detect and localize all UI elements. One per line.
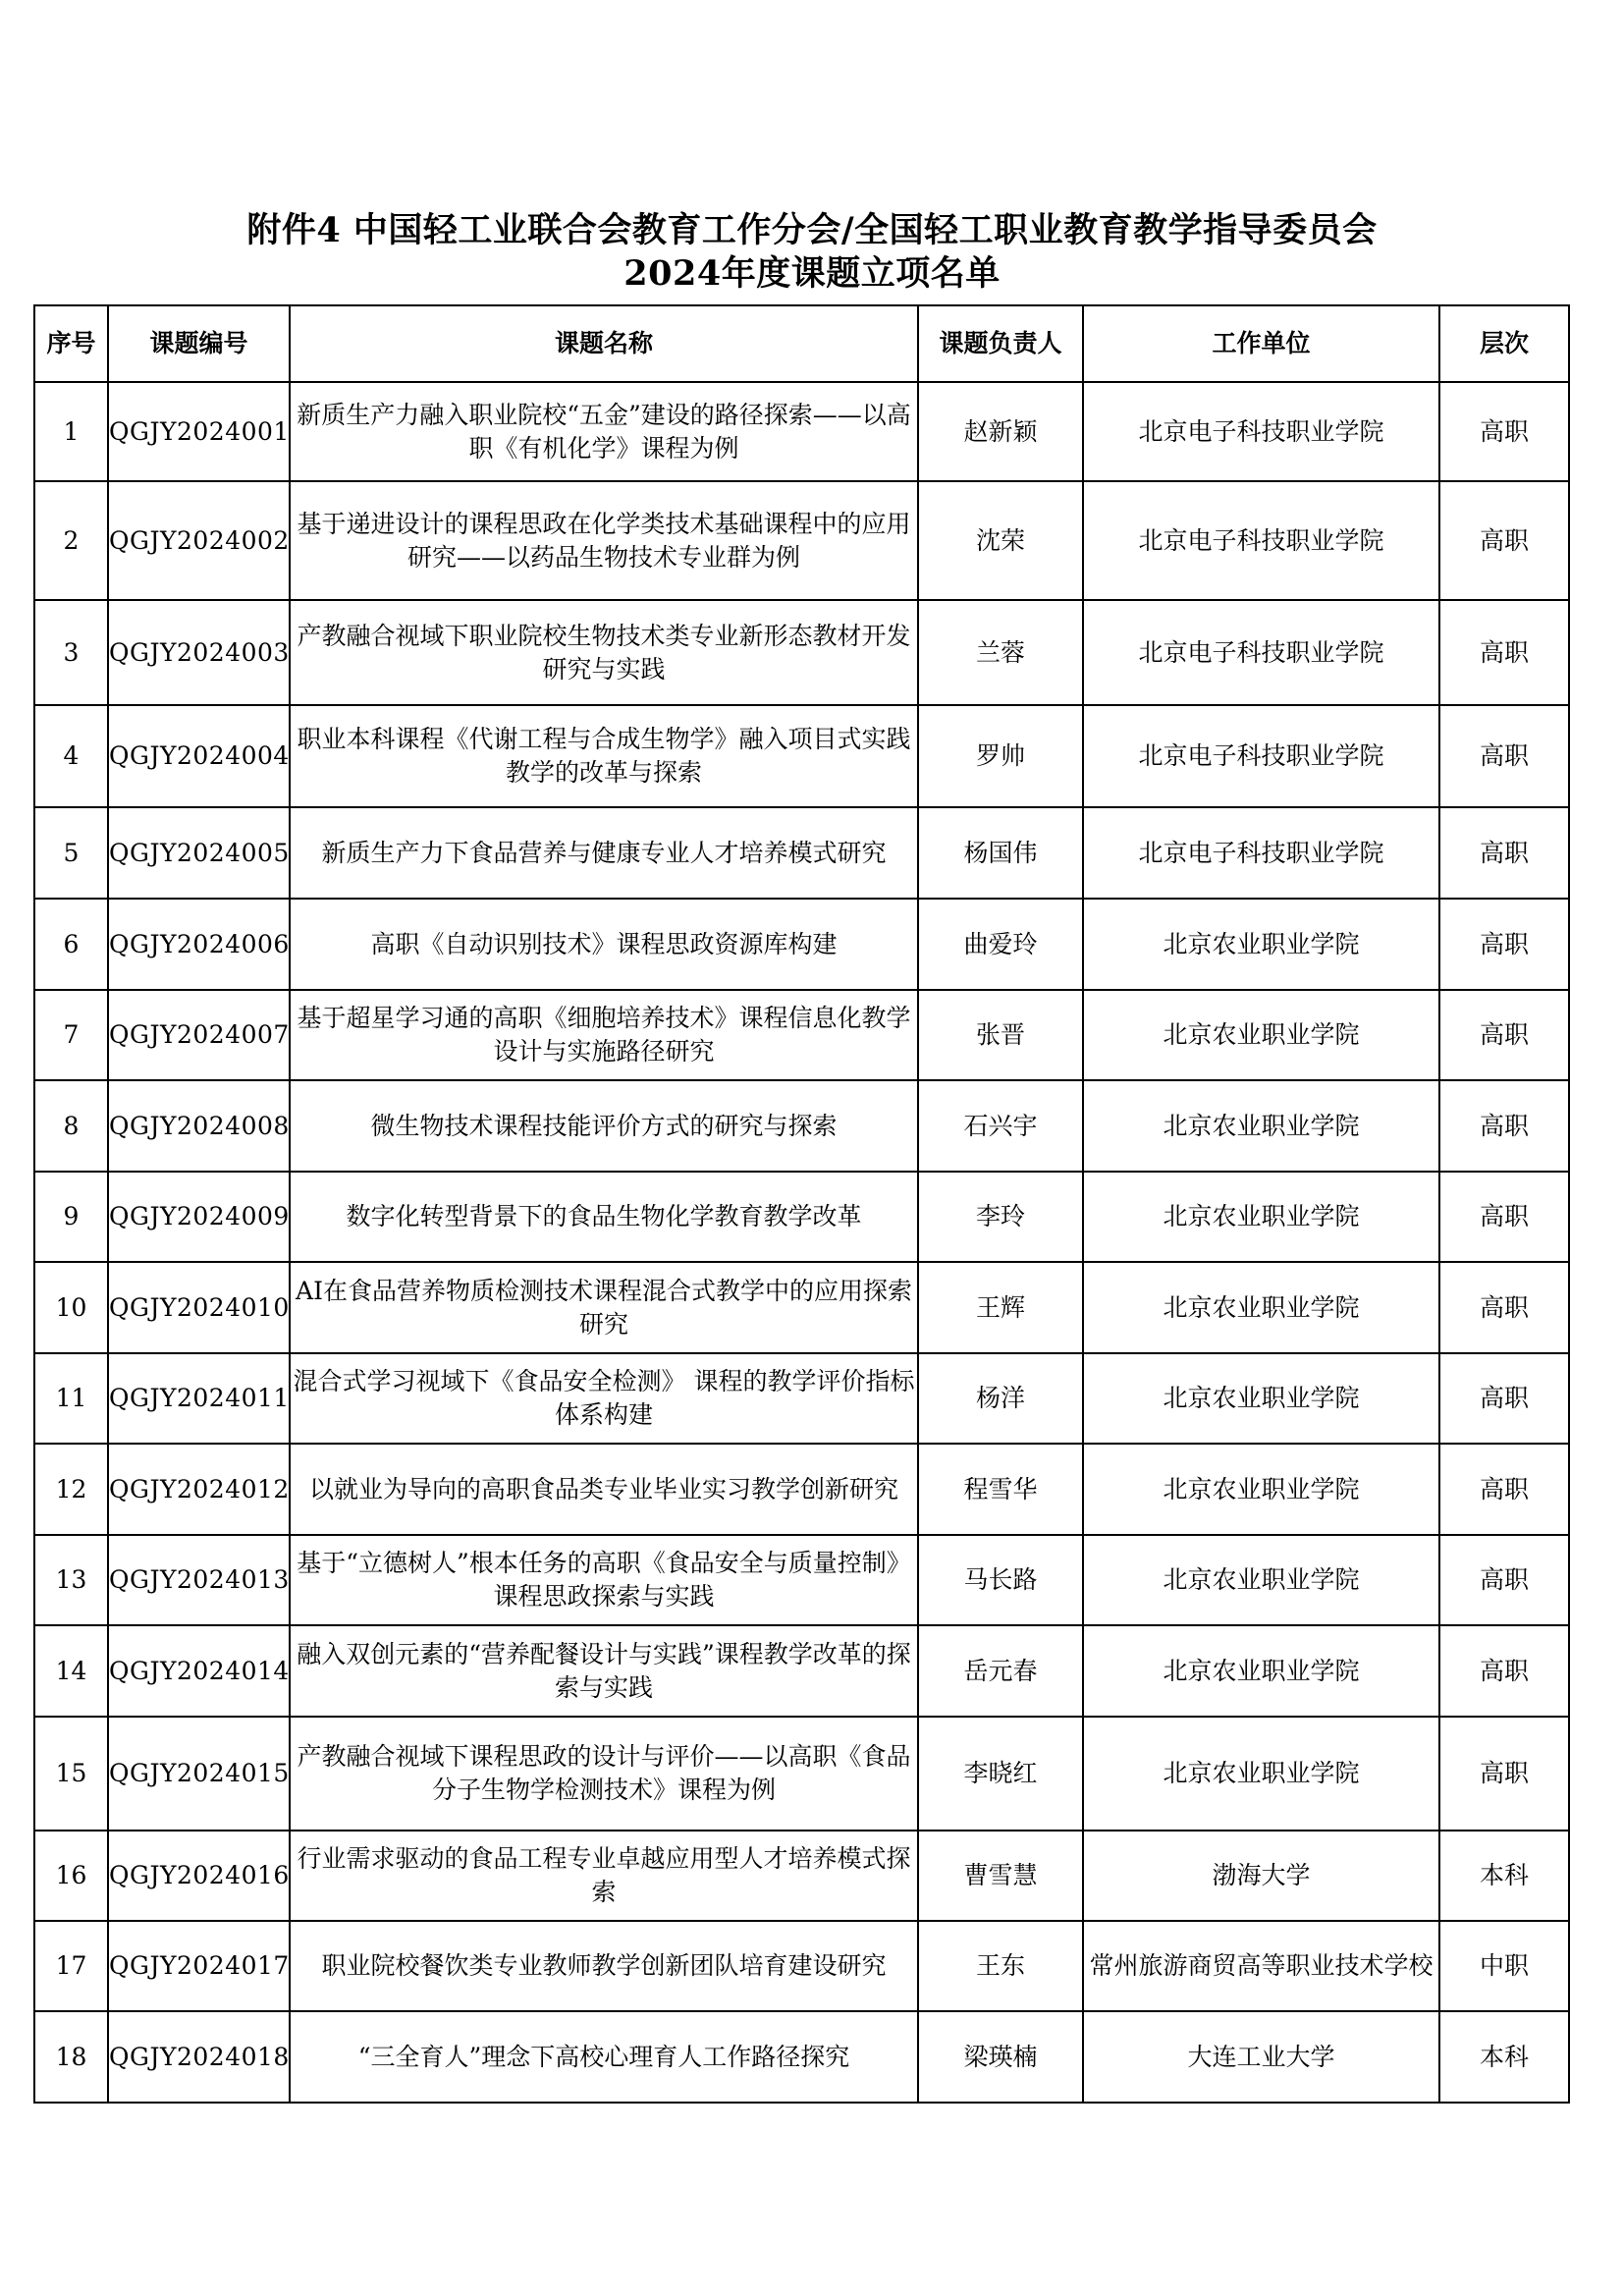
cell-code: QGJY2024003 bbox=[108, 600, 290, 705]
cell-level: 高职 bbox=[1439, 705, 1569, 807]
cell-level: 高职 bbox=[1439, 1262, 1569, 1353]
table-row bbox=[34, 2011, 1569, 2103]
cell-leader: 罗帅 bbox=[918, 705, 1083, 807]
cell-leader: 曲爱玲 bbox=[918, 899, 1083, 990]
cell-seq: 13 bbox=[34, 1535, 108, 1625]
cell-leader: 马长路 bbox=[918, 1535, 1083, 1625]
table-row bbox=[34, 1444, 1569, 1535]
cell-code: QGJY2024002 bbox=[108, 481, 290, 600]
cell-level: 高职 bbox=[1439, 481, 1569, 600]
table-row bbox=[34, 1625, 1569, 1717]
cell-code: QGJY2024001 bbox=[108, 382, 290, 481]
table-row bbox=[34, 1262, 1569, 1353]
table-row bbox=[34, 1353, 1569, 1444]
cell-unit: 北京农业职业学院 bbox=[1083, 1535, 1439, 1625]
cell-seq: 1 bbox=[34, 382, 108, 481]
table-row bbox=[34, 382, 1569, 481]
cell-level: 高职 bbox=[1439, 382, 1569, 481]
table-row bbox=[34, 705, 1569, 807]
cell-level: 本科 bbox=[1439, 1831, 1569, 1921]
table-row bbox=[34, 899, 1569, 990]
cell-title: 新质生产力融入职业院校“五金”建设的路径探索——以高职《有机化学》课程为例 bbox=[290, 382, 918, 481]
cell-seq: 3 bbox=[34, 600, 108, 705]
table-row bbox=[34, 1535, 1569, 1625]
cell-unit: 北京农业职业学院 bbox=[1083, 899, 1439, 990]
cell-seq: 9 bbox=[34, 1172, 108, 1262]
cell-unit: 北京农业职业学院 bbox=[1083, 990, 1439, 1080]
cell-title: 职业本科课程《代谢工程与合成生物学》融入项目式实践教学的改革与探索 bbox=[290, 705, 918, 807]
cell-seq: 8 bbox=[34, 1080, 108, 1172]
cell-seq: 11 bbox=[34, 1353, 108, 1444]
cell-leader: 李晓红 bbox=[918, 1717, 1083, 1831]
cell-seq: 4 bbox=[34, 705, 108, 807]
cell-level: 高职 bbox=[1439, 807, 1569, 899]
header-unit: 工作单位 bbox=[1083, 305, 1439, 382]
cell-unit: 北京农业职业学院 bbox=[1083, 1353, 1439, 1444]
cell-seq: 14 bbox=[34, 1625, 108, 1717]
cell-leader: 杨洋 bbox=[918, 1353, 1083, 1444]
cell-leader: 石兴宇 bbox=[918, 1080, 1083, 1172]
cell-code: QGJY2024015 bbox=[108, 1717, 290, 1831]
cell-seq: 7 bbox=[34, 990, 108, 1080]
cell-title: 微生物技术课程技能评价方式的研究与探索 bbox=[290, 1080, 918, 1172]
cell-unit: 北京农业职业学院 bbox=[1083, 1444, 1439, 1535]
cell-unit: 北京农业职业学院 bbox=[1083, 1717, 1439, 1831]
cell-seq: 5 bbox=[34, 807, 108, 899]
cell-unit: 大连工业大学 bbox=[1083, 2011, 1439, 2103]
cell-code: QGJY2024014 bbox=[108, 1625, 290, 1717]
cell-leader: 岳元春 bbox=[918, 1625, 1083, 1717]
cell-level: 高职 bbox=[1439, 1717, 1569, 1831]
header-level: 层次 bbox=[1439, 305, 1569, 382]
cell-unit: 北京农业职业学院 bbox=[1083, 1625, 1439, 1717]
cell-title: 基于递进设计的课程思政在化学类技术基础课程中的应用研究——以药品生物技术专业群为例 bbox=[290, 481, 918, 600]
cell-seq: 10 bbox=[34, 1262, 108, 1353]
cell-seq: 18 bbox=[34, 2011, 108, 2103]
cell-leader: 王辉 bbox=[918, 1262, 1083, 1353]
cell-leader: 张晋 bbox=[918, 990, 1083, 1080]
header-code: 课题编号 bbox=[108, 305, 290, 382]
cell-code: QGJY2024012 bbox=[108, 1444, 290, 1535]
cell-leader: 程雪华 bbox=[918, 1444, 1083, 1535]
cell-code: QGJY2024006 bbox=[108, 899, 290, 990]
cell-title: 以就业为导向的高职食品类专业毕业实习教学创新研究 bbox=[290, 1444, 918, 1535]
table-row bbox=[34, 1921, 1569, 2011]
cell-title: 基于“立德树人”根本任务的高职《食品安全与质量控制》课程思政探索与实践 bbox=[290, 1535, 918, 1625]
cell-level: 高职 bbox=[1439, 1625, 1569, 1717]
table-row bbox=[34, 1080, 1569, 1172]
cell-leader: 沈荣 bbox=[918, 481, 1083, 600]
cell-code: QGJY2024008 bbox=[108, 1080, 290, 1172]
cell-title: 融入双创元素的“营养配餐设计与实践”课程教学改革的探索与实践 bbox=[290, 1625, 918, 1717]
cell-title: 新质生产力下食品营养与健康专业人才培养模式研究 bbox=[290, 807, 918, 899]
cell-level: 高职 bbox=[1439, 1535, 1569, 1625]
cell-seq: 12 bbox=[34, 1444, 108, 1535]
table-row bbox=[34, 600, 1569, 705]
cell-seq: 16 bbox=[34, 1831, 108, 1921]
cell-unit: 常州旅游商贸高等职业技术学校 bbox=[1083, 1921, 1439, 2011]
cell-leader: 李玲 bbox=[918, 1172, 1083, 1262]
header-title: 课题名称 bbox=[290, 305, 918, 382]
cell-leader: 曹雪慧 bbox=[918, 1831, 1083, 1921]
document-title-line-1: 附件4 中国轻工业联合会教育工作分会/全国轻工职业教育教学指导委员会 bbox=[246, 210, 1378, 250]
cell-unit: 北京电子科技职业学院 bbox=[1083, 600, 1439, 705]
cell-level: 中职 bbox=[1439, 1921, 1569, 2011]
cell-code: QGJY2024005 bbox=[108, 807, 290, 899]
table-header-row bbox=[34, 305, 1569, 382]
cell-level: 本科 bbox=[1439, 2011, 1569, 2103]
cell-level: 高职 bbox=[1439, 1353, 1569, 1444]
cell-code: QGJY2024016 bbox=[108, 1831, 290, 1921]
cell-unit: 北京农业职业学院 bbox=[1083, 1262, 1439, 1353]
cell-code: QGJY2024007 bbox=[108, 990, 290, 1080]
table-row bbox=[34, 1717, 1569, 1831]
cell-title: 行业需求驱动的食品工程专业卓越应用型人才培养模式探索 bbox=[290, 1831, 918, 1921]
cell-leader: 杨国伟 bbox=[918, 807, 1083, 899]
cell-title: AI在食品营养物质检测技术课程混合式教学中的应用探索研究 bbox=[290, 1262, 918, 1353]
cell-unit: 北京农业职业学院 bbox=[1083, 1172, 1439, 1262]
table-row bbox=[34, 990, 1569, 1080]
cell-seq: 2 bbox=[34, 481, 108, 600]
cell-title: 混合式学习视域下《食品安全检测》 课程的教学评价指标体系构建 bbox=[290, 1353, 918, 1444]
cell-title: 产教融合视域下职业院校生物技术类专业新形态教材开发研究与实践 bbox=[290, 600, 918, 705]
cell-code: QGJY2024013 bbox=[108, 1535, 290, 1625]
cell-unit: 渤海大学 bbox=[1083, 1831, 1439, 1921]
cell-leader: 兰蓉 bbox=[918, 600, 1083, 705]
cell-unit: 北京电子科技职业学院 bbox=[1083, 481, 1439, 600]
cell-seq: 6 bbox=[34, 899, 108, 990]
cell-code: QGJY2024011 bbox=[108, 1353, 290, 1444]
cell-unit: 北京电子科技职业学院 bbox=[1083, 705, 1439, 807]
cell-unit: 北京电子科技职业学院 bbox=[1083, 807, 1439, 899]
cell-unit: 北京电子科技职业学院 bbox=[1083, 382, 1439, 481]
cell-leader: 王东 bbox=[918, 1921, 1083, 2011]
cell-level: 高职 bbox=[1439, 899, 1569, 990]
header-seq: 序号 bbox=[34, 305, 108, 382]
cell-level: 高职 bbox=[1439, 1444, 1569, 1535]
cell-title: 产教融合视域下课程思政的设计与评价——以高职《食品分子生物学检测技术》课程为例 bbox=[290, 1717, 918, 1831]
table-row bbox=[34, 807, 1569, 899]
cell-code: QGJY2024009 bbox=[108, 1172, 290, 1262]
cell-level: 高职 bbox=[1439, 1172, 1569, 1262]
cell-code: QGJY2024017 bbox=[108, 1921, 290, 2011]
cell-title: 职业院校餐饮类专业教师教学创新团队培育建设研究 bbox=[290, 1921, 918, 2011]
cell-seq: 15 bbox=[34, 1717, 108, 1831]
header-leader: 课题负责人 bbox=[918, 305, 1083, 382]
table-row bbox=[34, 1831, 1569, 1921]
cell-code: QGJY2024010 bbox=[108, 1262, 290, 1353]
cell-seq: 17 bbox=[34, 1921, 108, 2011]
cell-unit: 北京农业职业学院 bbox=[1083, 1080, 1439, 1172]
cell-level: 高职 bbox=[1439, 600, 1569, 705]
table-row bbox=[34, 1172, 1569, 1262]
cell-code: QGJY2024004 bbox=[108, 705, 290, 807]
cell-code: QGJY2024018 bbox=[108, 2011, 290, 2103]
document-title-line-2: 2024年度课题立项名单 bbox=[623, 253, 1001, 294]
cell-leader: 赵新颖 bbox=[918, 382, 1083, 481]
cell-title: “三全育人”理念下高校心理育人工作路径探究 bbox=[290, 2011, 918, 2103]
cell-level: 高职 bbox=[1439, 990, 1569, 1080]
project-list-table bbox=[33, 304, 1570, 2104]
cell-title: 数字化转型背景下的食品生物化学教育教学改革 bbox=[290, 1172, 918, 1262]
cell-title: 基于超星学习通的高职《细胞培养技术》课程信息化教学设计与实施路径研究 bbox=[290, 990, 918, 1080]
cell-title: 高职《自动识别技术》课程思政资源库构建 bbox=[290, 899, 918, 990]
cell-leader: 梁瑛楠 bbox=[918, 2011, 1083, 2103]
cell-level: 高职 bbox=[1439, 1080, 1569, 1172]
table-row bbox=[34, 481, 1569, 600]
